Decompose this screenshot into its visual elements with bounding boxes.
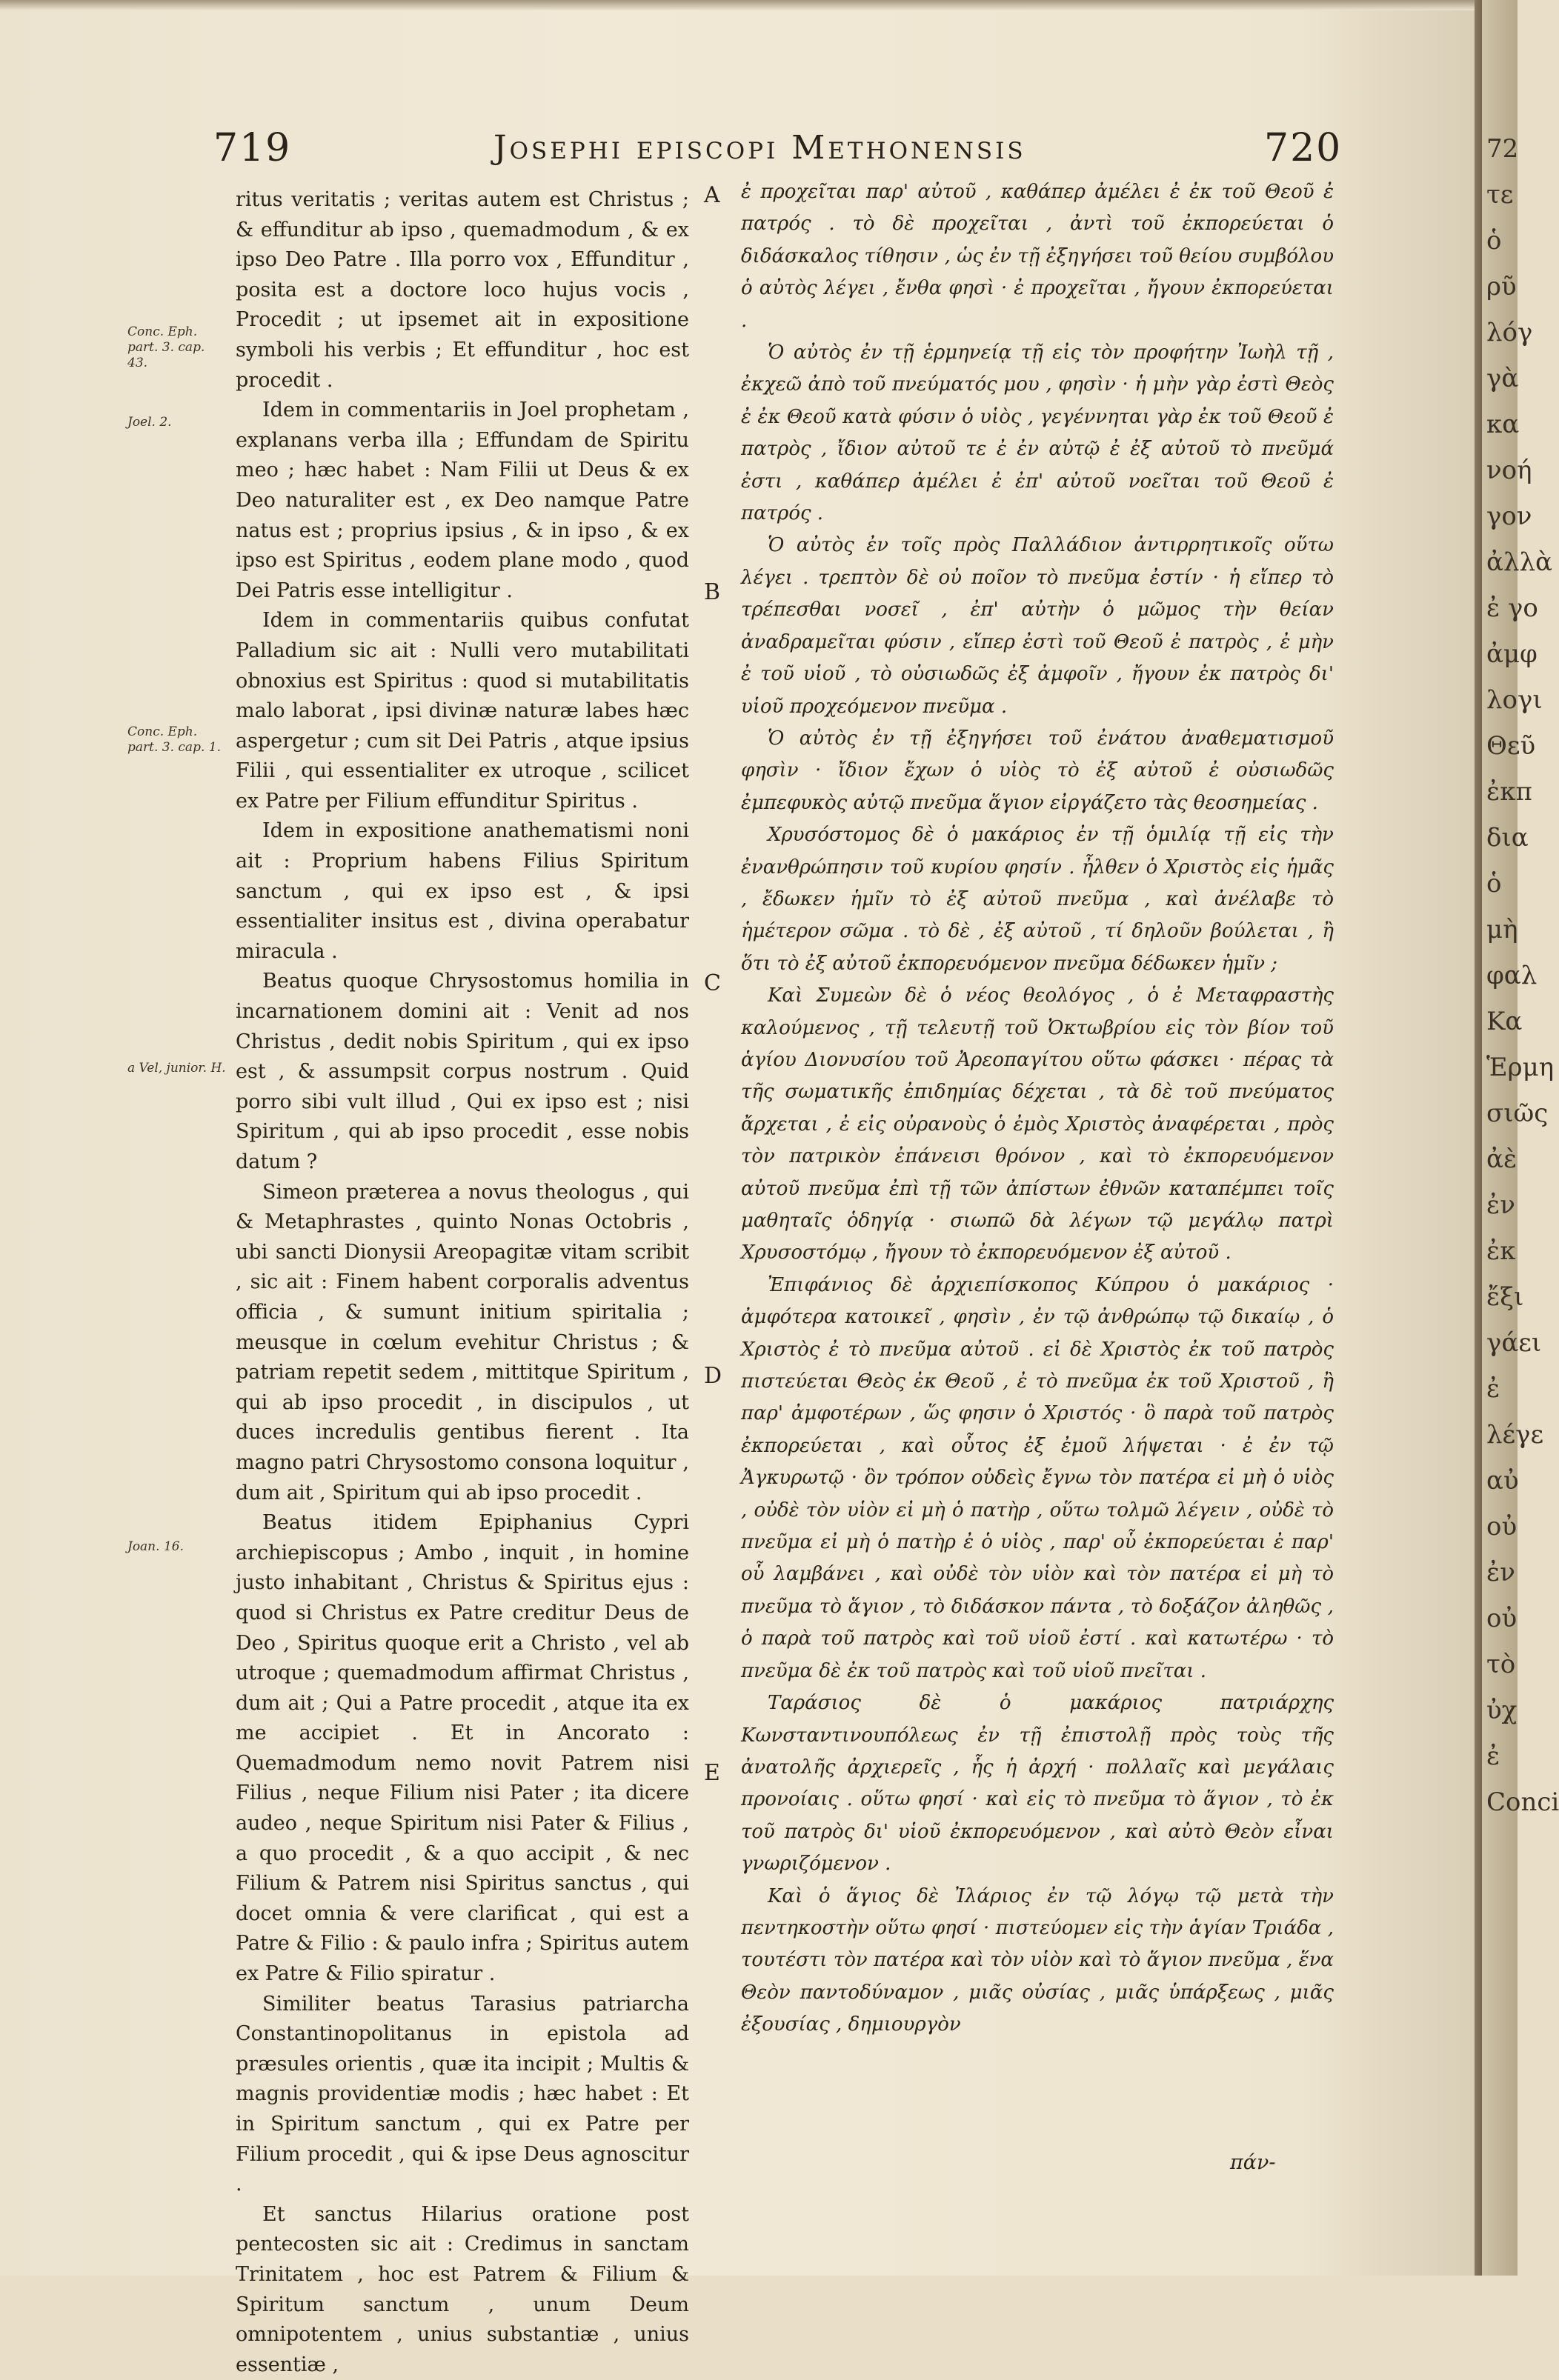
latin-column bbox=[236, 185, 689, 2376]
next-page-fragment: ὁ bbox=[1486, 869, 1502, 899]
latin-paragraph: Beatus itidem Epiphanius Cypri archiepiscopus ; Ambo , inquit , in homine justo inhabitant , Christus & Spiritus ejus : quod si Christus ex Patre creditur Deus de Deo , Spiritus quoque erit a Christo , vel ab utroque ; quemadmodum affirmat Christus , dum ait ; Qui a Patre procedit , atque ita ex me accipiet . Et in Ancorato : Quemadmodum nemo novit Patrem nisi Filius , neque Filium nisi Pater ; ita dicere audeo , neque Spiritum nisi Pater & Filius , a quo procedit , & a quo accipit , & nec Filium & Patrem nisi Spiritus sanctus , qui docet omnia & vere clarificat , qui est a Patre & Filio : & paulo infra ; Spiritus autem ex Patre & Filio spiratur . bbox=[236, 1511, 689, 1986]
next-page-fragment: ἔξι bbox=[1486, 1282, 1524, 1312]
next-page-fragment: Ἑρμη bbox=[1486, 1053, 1555, 1082]
page-number-right: 720 bbox=[1264, 126, 1343, 170]
next-page-fragment: γὰ bbox=[1486, 364, 1519, 393]
section-letter-a: A bbox=[704, 182, 720, 208]
next-page-fragment: ἐ γο bbox=[1486, 593, 1538, 623]
next-page-fragment: Θεῦ bbox=[1486, 731, 1536, 761]
next-page-fragment: ἐ bbox=[1486, 1374, 1500, 1404]
next-page-fragment: νοή bbox=[1486, 456, 1532, 485]
section-letter-e: E bbox=[704, 1760, 720, 1786]
section-letter-d: D bbox=[704, 1363, 722, 1389]
section-letter-c: C bbox=[704, 970, 721, 996]
latin-paragraph: ritus veritatis ; veritas autem est Christus ; & effunditur ab ipso , quemadmodum , & ex ipso Deo Patre . Illa porro vox , Effunditur , posita est a doctore loco hujus vocis , Procedit ; ut ipsemet ait in expositione symboli his verbis ; Et effunditur , hoc est procedit . bbox=[236, 188, 689, 392]
greek-paragraph: Ὁ αὐτὸς ἐν τῇ ἐξηγήσει τοῦ ἐνάτου ἀναθεματισμοῦ φησὶν · ἴδιον ἔχων ὁ υἱὸς τὸ ἐξ αὐτοῦ ἐ οὐσιωδῶς ἐμπεφυκὸς αὐτῷ πνεῦμα ἅγιον εἰργάζετο τὰς θεοσημείας . bbox=[741, 727, 1334, 814]
greek-paragraph: Χρυσόστομος δὲ ὁ μακάριος ἐν τῇ ὁμιλίᾳ τῇ εἰς τὴν ἐνανθρώπησιν τοῦ κυρίου φησίν . ἦλθεν ὁ Χριστὸς εἰς ἡμᾶς , ἔδωκεν ἡμῖν τὸ ἐξ αὐτοῦ πνεῦμα , καὶ ἀνέλαβε τὸ ἡμέτερον σῶμα . τὸ δὲ , ἐξ αὐτοῦ , τί δηλοῦν βούλεται , ἢ ὅτι τὸ ἐξ αὐτοῦ ἐκπορευόμενον πνεῦμα δέδωκεν ἡμῖν ; bbox=[741, 824, 1334, 975]
next-page-fragment: ἀλλὰ bbox=[1486, 547, 1553, 577]
next-page-fragment: Κα bbox=[1486, 1007, 1523, 1036]
next-page-fragment: μὴ bbox=[1486, 915, 1518, 944]
margin-note: Conc. Eph. part. 3. cap. 1. bbox=[127, 724, 221, 755]
next-page-fragment: οὐ bbox=[1486, 1604, 1518, 1633]
next-page-fragment: αὐ bbox=[1486, 1466, 1519, 1496]
catchword: πάν- bbox=[1230, 2151, 1276, 2174]
greek-paragraph: Καὶ ὁ ἅγιος δὲ Ἰλάριος ἐν τῷ λόγῳ τῷ μετὰ τὴν πεντηκοστὴν οὕτω φησί · πιστεύομεν εἰς τὴν ἁγίαν Τριάδα , τουτέστι τὸν πατέρα καὶ τὸν υἱὸν καὶ τὸ ἅγιον πνεῦμα , ἕνα Θεὸν παντοδύναμον , μιᾶς οὐσίας , μιᾶς ὑπάρξεως , μιᾶς ἐξουσίας , δημιουργὸν bbox=[741, 1884, 1334, 2036]
greek-column bbox=[741, 176, 1334, 2169]
next-page-fragment: Conci bbox=[1486, 1787, 1559, 1817]
next-page-fragment: ρῦ bbox=[1486, 272, 1517, 301]
running-header bbox=[0, 126, 1475, 178]
latin-paragraph: Idem in commentariis quibus confutat Palladium sic ait : Nulli vero mutabilitati obnoxius est Spiritus : quod si mutabilitatis malo laborat , ipsi divinæ naturæ labes hæc aspergetur ; cum sit Dei Patris , atque ipsius Filii , qui essentialiter ex utroque , scilicet ex Patre per Filium effunditur Spiritus . bbox=[236, 609, 689, 813]
next-page-fragment: ἐκ bbox=[1486, 1236, 1516, 1266]
next-page-fragment: λόγ bbox=[1486, 318, 1533, 347]
next-page-fragment: οὐ bbox=[1486, 1512, 1518, 1541]
greek-paragraph: Ἐπιφάνιος δὲ ἀρχιεπίσκοπος Κύπρου ὁ μακάριος · ἀμφότερα κατοικεῖ , φησὶν , ἐν τῷ ἀνθρώπῳ τῷ δικαίῳ , ὁ Χριστὸς ἐ τὸ πνεῦμα αὐτοῦ . εἰ δὲ Χριστὸς ἐκ τοῦ πατρὸς πιστεύεται Θεὸς ἐκ Θεοῦ , ἐ τὸ πνεῦμα ἐκ τοῦ Χριστοῦ , ἢ παρ' ἀμφοτέρων , ὥς φησιν ὁ Χριστός · ὃ παρὰ τοῦ πατρὸς ἐκπορεύεται , καὶ οὗτος ἐξ ἐμοῦ λήψεται · ἐ ἐν τῷ Ἀγκυρωτῷ · ὃν τρόπον οὐδεὶς ἔγνω τὸν πατέρα εἰ μὴ ὁ υἱὸς , οὐδὲ τὸν υἱὸν εἰ μὴ ὁ πατὴρ , οὕτω τολμῶ λέγειν , οὐδὲ τὸ πνεῦμα εἰ μὴ ὁ πατὴρ ἐ ὁ υἱὸς , παρ' οὗ ἐκπορεύεται ἐ παρ' οὗ λαμβάνει , καὶ οὐδὲ τὸν υἱὸν καὶ τὸν πατέρα εἰ μὴ τὸ πνεῦμα τὸ ἅγιον , τὸ διδάσκον πάντα , τὸ δοξάζον ἀληθῶς , ὁ παρὰ τοῦ πατρὸς καὶ τοῦ υἱοῦ ἐστί . καὶ κατωτέρω · τὸ πνεῦμα δὲ ἐκ τοῦ πατρὸς καὶ τοῦ υἱοῦ πνεῖται . bbox=[741, 1273, 1334, 1682]
next-page-fragment: ἐν bbox=[1486, 1190, 1515, 1220]
margin-note: Joan. 16. bbox=[127, 1539, 184, 1554]
latin-paragraph: Beatus quoque Chrysostomus homilia in incarnationem domini ait : Venit ad nos Christus , dedit nobis Spiritum , qui ex ipso est , & assumpsit corpus nostrum . Quid porro sibi vult illud , Qui ex ipso est ; nisi Spiritum , qui ab ipso procedit , esse nobis datum ? bbox=[236, 970, 689, 1173]
next-page-fragment: ἐ bbox=[1486, 1741, 1500, 1771]
latin-paragraph: Idem in expositione anathematismi noni ait : Proprium habens Filius Spiritum sanctum , qui ex ipso est , & ipsi essentialiter insitus est , divina operabatur miracula . bbox=[236, 819, 689, 963]
next-page-fragment: 72 bbox=[1486, 134, 1519, 164]
latin-paragraph: Similiter beatus Tarasius patriarcha Constantinopolitanus in epistola ad præsules orientis , quæ ita incipit ; Multis & magnis providentiæ modis ; hæc habet : Et in Spiritum sanctum , qui ex Patre per Filium procedit , qui & ipse Deus agnoscitur . bbox=[236, 1992, 689, 2196]
next-page-fragment: ὁ bbox=[1486, 226, 1502, 256]
greek-paragraph: Ὁ αὐτὸς ἐν τοῖς πρὸς Παλλάδιον ἀντιρρητικοῖς οὕτω λέγει . τρεπτὸν δὲ οὐ ποῖον τὸ πνεῦμα ἐστίν · ἡ εἴπερ τὸ τρέπεσθαι νοσεῖ , ἐπ' αὐτὴν ὁ μῶμος τὴν θείαν ἀναδραμεῖται φύσιν , εἴπερ ἐστὶ τοῦ Θεοῦ ἐ πατρὸς , ἐ μὴν ἐ τοῦ υἱοῦ , τὸ οὐσιωδῶς ἐξ ἀμφοῖν , ἤγουν ἐκ πατρὸς δι' υἱοῦ προχεόμενον πνεῦμα . bbox=[741, 534, 1334, 718]
latin-paragraph: Idem in commentariis in Joel prophetam , explanans verba illa ; Effundam de Spiritu meo ; hæc habet : Nam Filii ut Deus & ex Deo naturaliter est , ex Deo namque Patre natus est ; proprius ipsius , & in ipso , & ex ipso est Spiritus , eodem plane modo , quod Dei Patris esse intelligitur . bbox=[236, 399, 689, 602]
margin-note: Conc. Eph. part. 3. cap. 43. bbox=[127, 324, 205, 370]
adjacent-page-edge bbox=[1482, 0, 1559, 2276]
next-page-fragment: τὸ bbox=[1486, 1650, 1516, 1679]
next-page-fragment: ἀὲ bbox=[1486, 1144, 1518, 1174]
next-page-fragment: ἐκπ bbox=[1486, 777, 1532, 807]
next-page-fragment: ἀμφ bbox=[1486, 639, 1538, 669]
next-page-fragment: φαλ bbox=[1486, 961, 1538, 990]
page-top-edge bbox=[0, 0, 1475, 10]
page-number-left: 719 bbox=[213, 126, 292, 170]
greek-paragraph: Ὁ αὐτὸς ἐν τῇ ἑρμηνείᾳ τῇ εἰς τὸν προφήτην Ἰωὴλ τῇ , ἐκχεῶ ἀπὸ τοῦ πνεύματός μου , φησὶν · ἡ μὴν γὰρ ἐστὶ Θεὸς ἐ ἐκ Θεοῦ κατὰ φύσιν ὁ υἱὸς , γεγέννηται γὰρ ἐκ τοῦ Θεοῦ ἐ πατρὸς , ἴδιον αὐτοῦ τε ἐ ἐν αὐτῷ ἐ ἐξ αὐτοῦ τὸ πνεῦμά ἐστι , καθάπερ ἀμέλει ἐ ἐπ' αὐτοῦ νοεῖται τοῦ Θεοῦ ἐ πατρός . bbox=[741, 341, 1334, 525]
next-page-fragment: σιῶς bbox=[1486, 1099, 1549, 1128]
next-page-fragment: λέγε bbox=[1486, 1420, 1544, 1450]
latin-paragraph: Et sanctus Hilarius oratione post pentecosten sic ait : Credimus in sanctam Trinitatem , hoc est Patrem & Filium & Spiritum sanctum , unum Deum omnipotentem , unius substantiæ , unius essentiæ , bbox=[236, 2202, 689, 2376]
next-page-fragment: ὐχ bbox=[1486, 1696, 1518, 1725]
next-page-fragment: κα bbox=[1486, 410, 1520, 439]
next-page-fragment: ἐν bbox=[1486, 1558, 1515, 1587]
next-page-fragment: γάει bbox=[1486, 1328, 1542, 1358]
next-page-fragment: τε bbox=[1486, 180, 1514, 210]
latin-paragraph: Simeon præterea a novus theologus , qui & Metaphrastes , quinto Nonas Octobris , ubi sancti Dionysii Areopagitæ vitam scribit , sic ait : Finem habent corporalis adventus officia , & sumunt initium spiritalia ; meusque in cœlum evehitur Christus ; & patriam repetit sedem , mittitque Spiritum , qui ab ipso procedit , in discipulos , ut duces incredulis gentibus fierent . Ita magno patri Chrysostomo consona loquitur , dum ait , Spiritum qui ab ipso procedit . bbox=[236, 1180, 689, 1504]
section-letter-b: B bbox=[704, 579, 721, 605]
next-page-fragment: γον bbox=[1486, 501, 1532, 531]
greek-paragraph: ἐ προχεῖται παρ' αὐτοῦ , καθάπερ ἀμέλει ἐ ἐκ τοῦ Θεοῦ ἐ πατρός . τὸ δὲ προχεῖται , ἀντὶ τοῦ ἐκπορεύεται ὁ διδάσκαλος τίθησιν , ὡς ἐν τῇ ἐξηγήσει τοῦ θείου συμβόλου ὁ αὐτὸς λέγει , ἔνθα φησὶ · ἐ προχεῖται , ἤγουν ἐκπορεύεται . bbox=[741, 181, 1334, 332]
margin-note: Joel. 2. bbox=[127, 415, 172, 430]
greek-paragraph: Καὶ Συμεὼν δὲ ὁ νέος θεολόγος , ὁ ἐ Μεταφραστὴς καλούμενος , τῇ τελευτῇ τοῦ Ὀκτωβρίου εἰς τὸν βίον τοῦ ἁγίου Διονυσίου τοῦ Ἀρεοπαγίτου οὕτω φάσκει · πέρας τὰ τῆς σωματικῆς ἐπιδημίας δέχεται , τὰ δὲ τοῦ πνεύματος ἄρχεται , ἐ εἰς οὐρανοὺς ὁ ἐμὸς Χριστὸς ἀναφέρεται , πρὸς τὸν πατρικὸν ἐπάνεισι θρόνον , καὶ τὸ ἐκπορευόμενον αὐτοῦ πνεῦμα ἐπὶ τῇ τῶν ἀπίστων ἐθνῶν καταπέμπει τοῖς μαθηταῖς ὁδηγίᾳ · σιωπῶ δὰ λέγων τῷ μεγάλῳ πατρὶ Χρυσοστόμῳ , ἤγουν τὸ ἐκπορευόμενον ἐξ αὐτοῦ . bbox=[741, 984, 1334, 1264]
margin-note: a Vel, junior. H. bbox=[127, 1061, 226, 1076]
next-page-fragment: λογι bbox=[1486, 685, 1543, 715]
next-page-fragment: δια bbox=[1486, 823, 1529, 853]
greek-paragraph: Ταράσιος δὲ ὁ μακάριος πατριάρχης Κωνσταντινουπόλεως ἐν τῇ ἐπιστολῇ πρὸς τοὺς τῆς ἀνατολῆς ἀρχιερεῖς , ἧς ἡ ἀρχή · πολλαῖς καὶ μεγάλαις προνοίαις . οὕτω φησί · καὶ εἰς τὸ πνεῦμα τὸ ἅγιον , τὸ ἐκ τοῦ πατρὸς δι' υἱοῦ ἐκπορευόμενον , καὶ αὐτὸ Θεὸν εἶναι γνωριζόμενον . bbox=[741, 1692, 1334, 1876]
running-title: Josephi episcopi Methonensis bbox=[493, 129, 1026, 167]
